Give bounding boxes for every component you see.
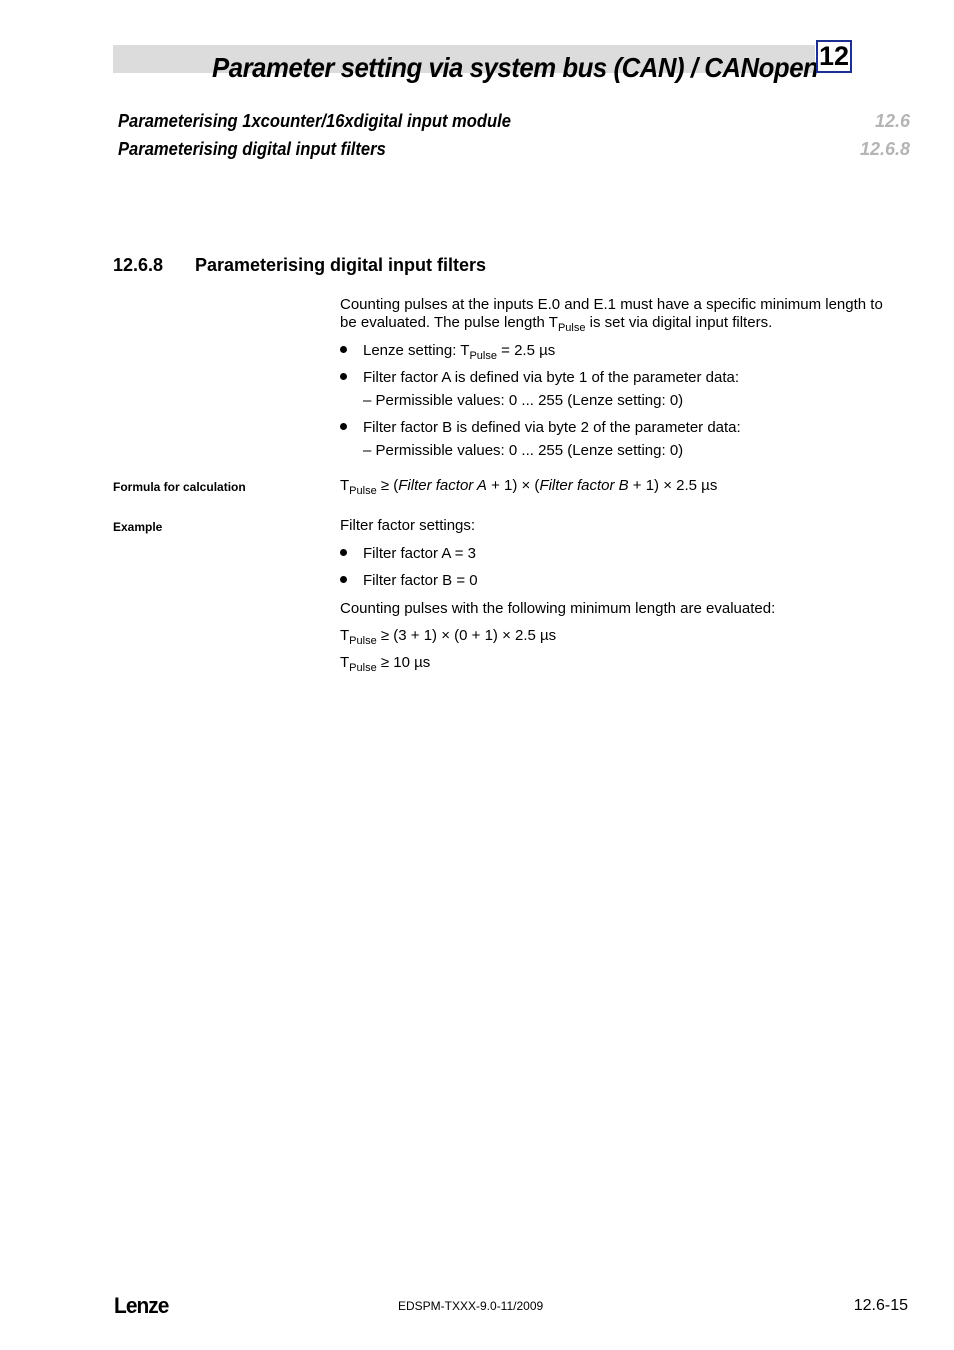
subtitle-module: Parameterising 1xcounter/16xdigital input module: [118, 111, 511, 131]
filter-b-permissible: – Permissible values: 0 ... 255 (Lenze setting: 0): [363, 442, 684, 459]
formula-label: Formula for calculation: [113, 480, 246, 494]
intro-line-2: be evaluated. The pulse length $T_{Pulse}$ is set via digital input filters.: [340, 314, 773, 334]
example-settings-label: Filter factor settings:: [340, 517, 476, 534]
lenze-logo: Lenze: [114, 1293, 169, 1318]
example-result-text: Counting pulses with the following minimum length are evaluated:: [340, 600, 776, 617]
bullet-icon: [340, 576, 347, 583]
page-number: 12.6-15: [853, 1297, 908, 1314]
bullet-icon: [340, 373, 347, 380]
formula: $T_{Pulse}$ ≥ (Filter factor A + 1) × (Filter factor B + 1) × 2.5 µs: [340, 477, 718, 497]
intro-line-1: Counting pulses at the inputs E.0 and E.1 must have a specific minimum length to: [340, 296, 883, 313]
chapter-number: 12: [816, 40, 852, 73]
bullet-icon: [340, 549, 347, 556]
section-title: Parameterising digital input filters: [195, 255, 487, 275]
example-setting-b: Filter factor B = 0: [340, 572, 478, 589]
subtitle-filters: Parameterising digital input filters: [118, 139, 386, 159]
bullet-lenze-setting: Lenze setting: $T_{Pulse} = 2.5$ µs: [340, 342, 555, 359]
example-calc-2: $T_{Pulse} \ge 10$ µs: [340, 654, 431, 674]
subtitle-filters-number: 12.6.8: [859, 139, 910, 159]
chapter-title: Parameter setting via system bus (CAN) / CANopen: [212, 52, 819, 83]
bullet-icon: [340, 346, 347, 353]
bullet-filter-b: Filter factor B is defined via byte 2 of the parameter data:: [340, 419, 741, 436]
bullet-icon: [340, 423, 347, 430]
document-code: EDSPM-TXXX-9.0-11/2009: [398, 1299, 544, 1313]
example-label: Example: [113, 520, 163, 534]
example-setting-a: Filter factor A = 3: [340, 545, 476, 562]
subtitle-module-number: 12.6: [874, 111, 910, 131]
example-calc-1: $T_{Pulse} \ge (3 + 1) \times (0 + 1) \times 2.5$ µs: [340, 627, 557, 647]
section-number: 12.6.8: [113, 255, 164, 275]
filter-a-permissible: – Permissible values: 0 ... 255 (Lenze setting: 0): [363, 392, 684, 409]
bullet-filter-a: Filter factor A is defined via byte 1 of the parameter data:: [340, 369, 739, 386]
